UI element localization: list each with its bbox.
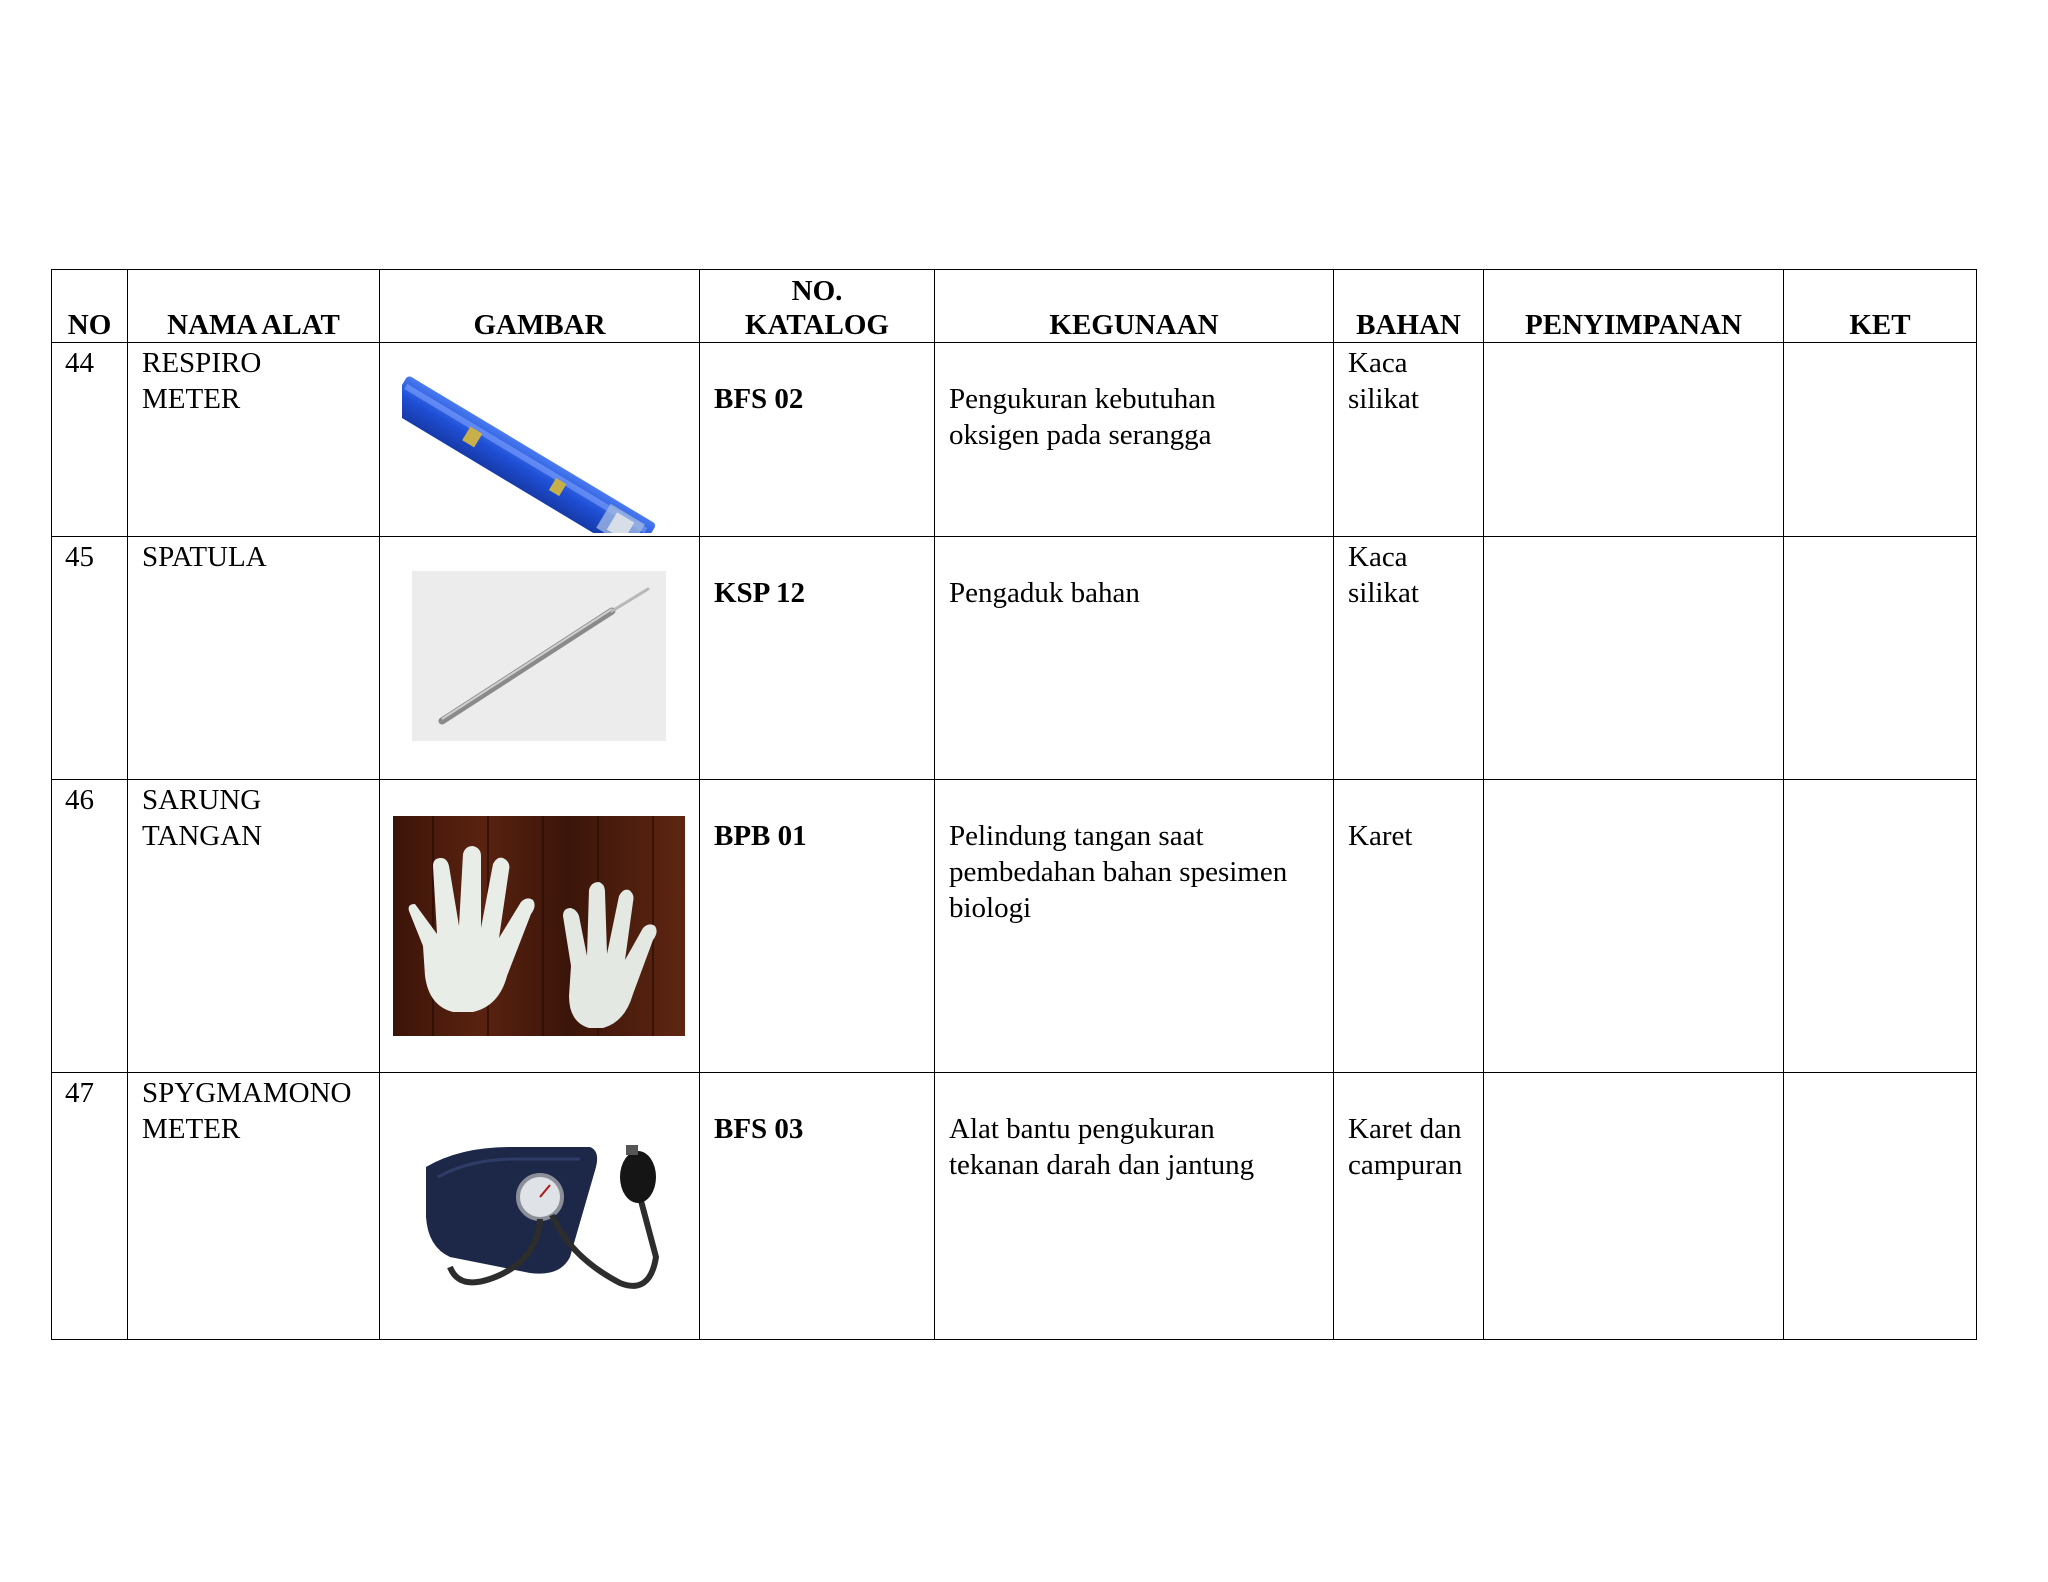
header-no-katalog-line1: NO.	[791, 275, 843, 307]
cell-penyimpanan	[1484, 537, 1784, 780]
cell-kegunaan	[935, 537, 1334, 780]
cell-kegunaan	[935, 1073, 1334, 1340]
cell-penyimpanan	[1484, 780, 1784, 1073]
nama-line: METER	[142, 1113, 241, 1145]
kegunaan-line: tekanan darah dan jantung	[949, 1149, 1255, 1181]
header-no-katalog	[700, 270, 935, 343]
kegunaan-line: oksigen pada serangga	[949, 419, 1212, 451]
kegunaan-line: pembedahan bahan spesimen	[949, 856, 1288, 888]
kegunaan-line: Pengaduk bahan	[949, 577, 1140, 609]
header-gambar: GAMBAR	[380, 270, 700, 343]
respirometer-image	[402, 347, 702, 533]
cell-katalog: KSP 12	[700, 537, 935, 780]
sphygmomanometer-image	[420, 1107, 670, 1307]
bahan-line: silikat	[1348, 383, 1419, 415]
header-row	[52, 270, 1977, 343]
cell-gambar	[380, 537, 700, 780]
bahan-line: Karet	[1348, 820, 1413, 852]
cell-penyimpanan	[1484, 343, 1784, 537]
bahan-line: campuran	[1348, 1149, 1463, 1181]
cell-no: 44	[52, 343, 128, 537]
kegunaan-line: Pengukuran kebutuhan	[949, 383, 1216, 415]
bahan-line: Kaca	[1348, 347, 1408, 379]
kegunaan-line: Alat bantu pengukuran	[949, 1113, 1215, 1145]
cell-bahan	[1334, 343, 1484, 537]
header-no: NO	[52, 270, 128, 343]
header-ket: KET	[1784, 270, 1977, 343]
cell-ket	[1784, 343, 1977, 537]
cell-katalog: BFS 03	[700, 1073, 935, 1340]
gloves-image	[393, 816, 685, 1036]
nama-line: METER	[142, 383, 241, 415]
cell-ket	[1784, 780, 1977, 1073]
cell-no: 45	[52, 537, 128, 780]
table-row	[52, 343, 1977, 537]
cell-gambar	[380, 343, 700, 537]
nama-line: SPYGMAMONO	[142, 1077, 352, 1109]
header-bahan: BAHAN	[1334, 270, 1484, 343]
nama-line: SARUNG	[142, 784, 262, 816]
cell-gambar	[380, 1073, 700, 1340]
header-no-katalog-line2: KATALOG	[745, 309, 889, 341]
bahan-line: silikat	[1348, 577, 1419, 609]
cell-katalog: BPB 01	[700, 780, 935, 1073]
cell-nama-alat	[128, 343, 380, 537]
header-kegunaan: KEGUNAAN	[935, 270, 1334, 343]
equipment-table	[51, 269, 1977, 1340]
cell-bahan	[1334, 780, 1484, 1073]
cell-bahan	[1334, 1073, 1484, 1340]
bahan-line: Karet dan	[1348, 1113, 1462, 1145]
bahan-line: Kaca	[1348, 541, 1408, 573]
table-row	[52, 537, 1977, 780]
nama-line: SPATULA	[142, 541, 267, 573]
cell-nama-alat	[128, 537, 380, 780]
cell-kegunaan	[935, 343, 1334, 537]
cell-gambar	[380, 780, 700, 1073]
cell-no: 46	[52, 780, 128, 1073]
header-nama-alat: NAMA ALAT	[128, 270, 380, 343]
cell-kegunaan	[935, 780, 1334, 1073]
cell-nama-alat	[128, 1073, 380, 1340]
kegunaan-line: Pelindung tangan saat	[949, 820, 1204, 852]
cell-bahan	[1334, 537, 1484, 780]
nama-line: RESPIRO	[142, 347, 262, 379]
cell-no: 47	[52, 1073, 128, 1340]
cell-nama-alat	[128, 780, 380, 1073]
nama-line: TANGAN	[142, 820, 263, 852]
kegunaan-line: biologi	[949, 892, 1032, 924]
cell-ket	[1784, 537, 1977, 780]
table-row	[52, 780, 1977, 1073]
table-row	[52, 1073, 1977, 1340]
cell-penyimpanan	[1484, 1073, 1784, 1340]
spatula-image	[412, 571, 666, 741]
cell-katalog: BFS 02	[700, 343, 935, 537]
header-penyimpanan: PENYIMPANAN	[1484, 270, 1784, 343]
cell-ket	[1784, 1073, 1977, 1340]
